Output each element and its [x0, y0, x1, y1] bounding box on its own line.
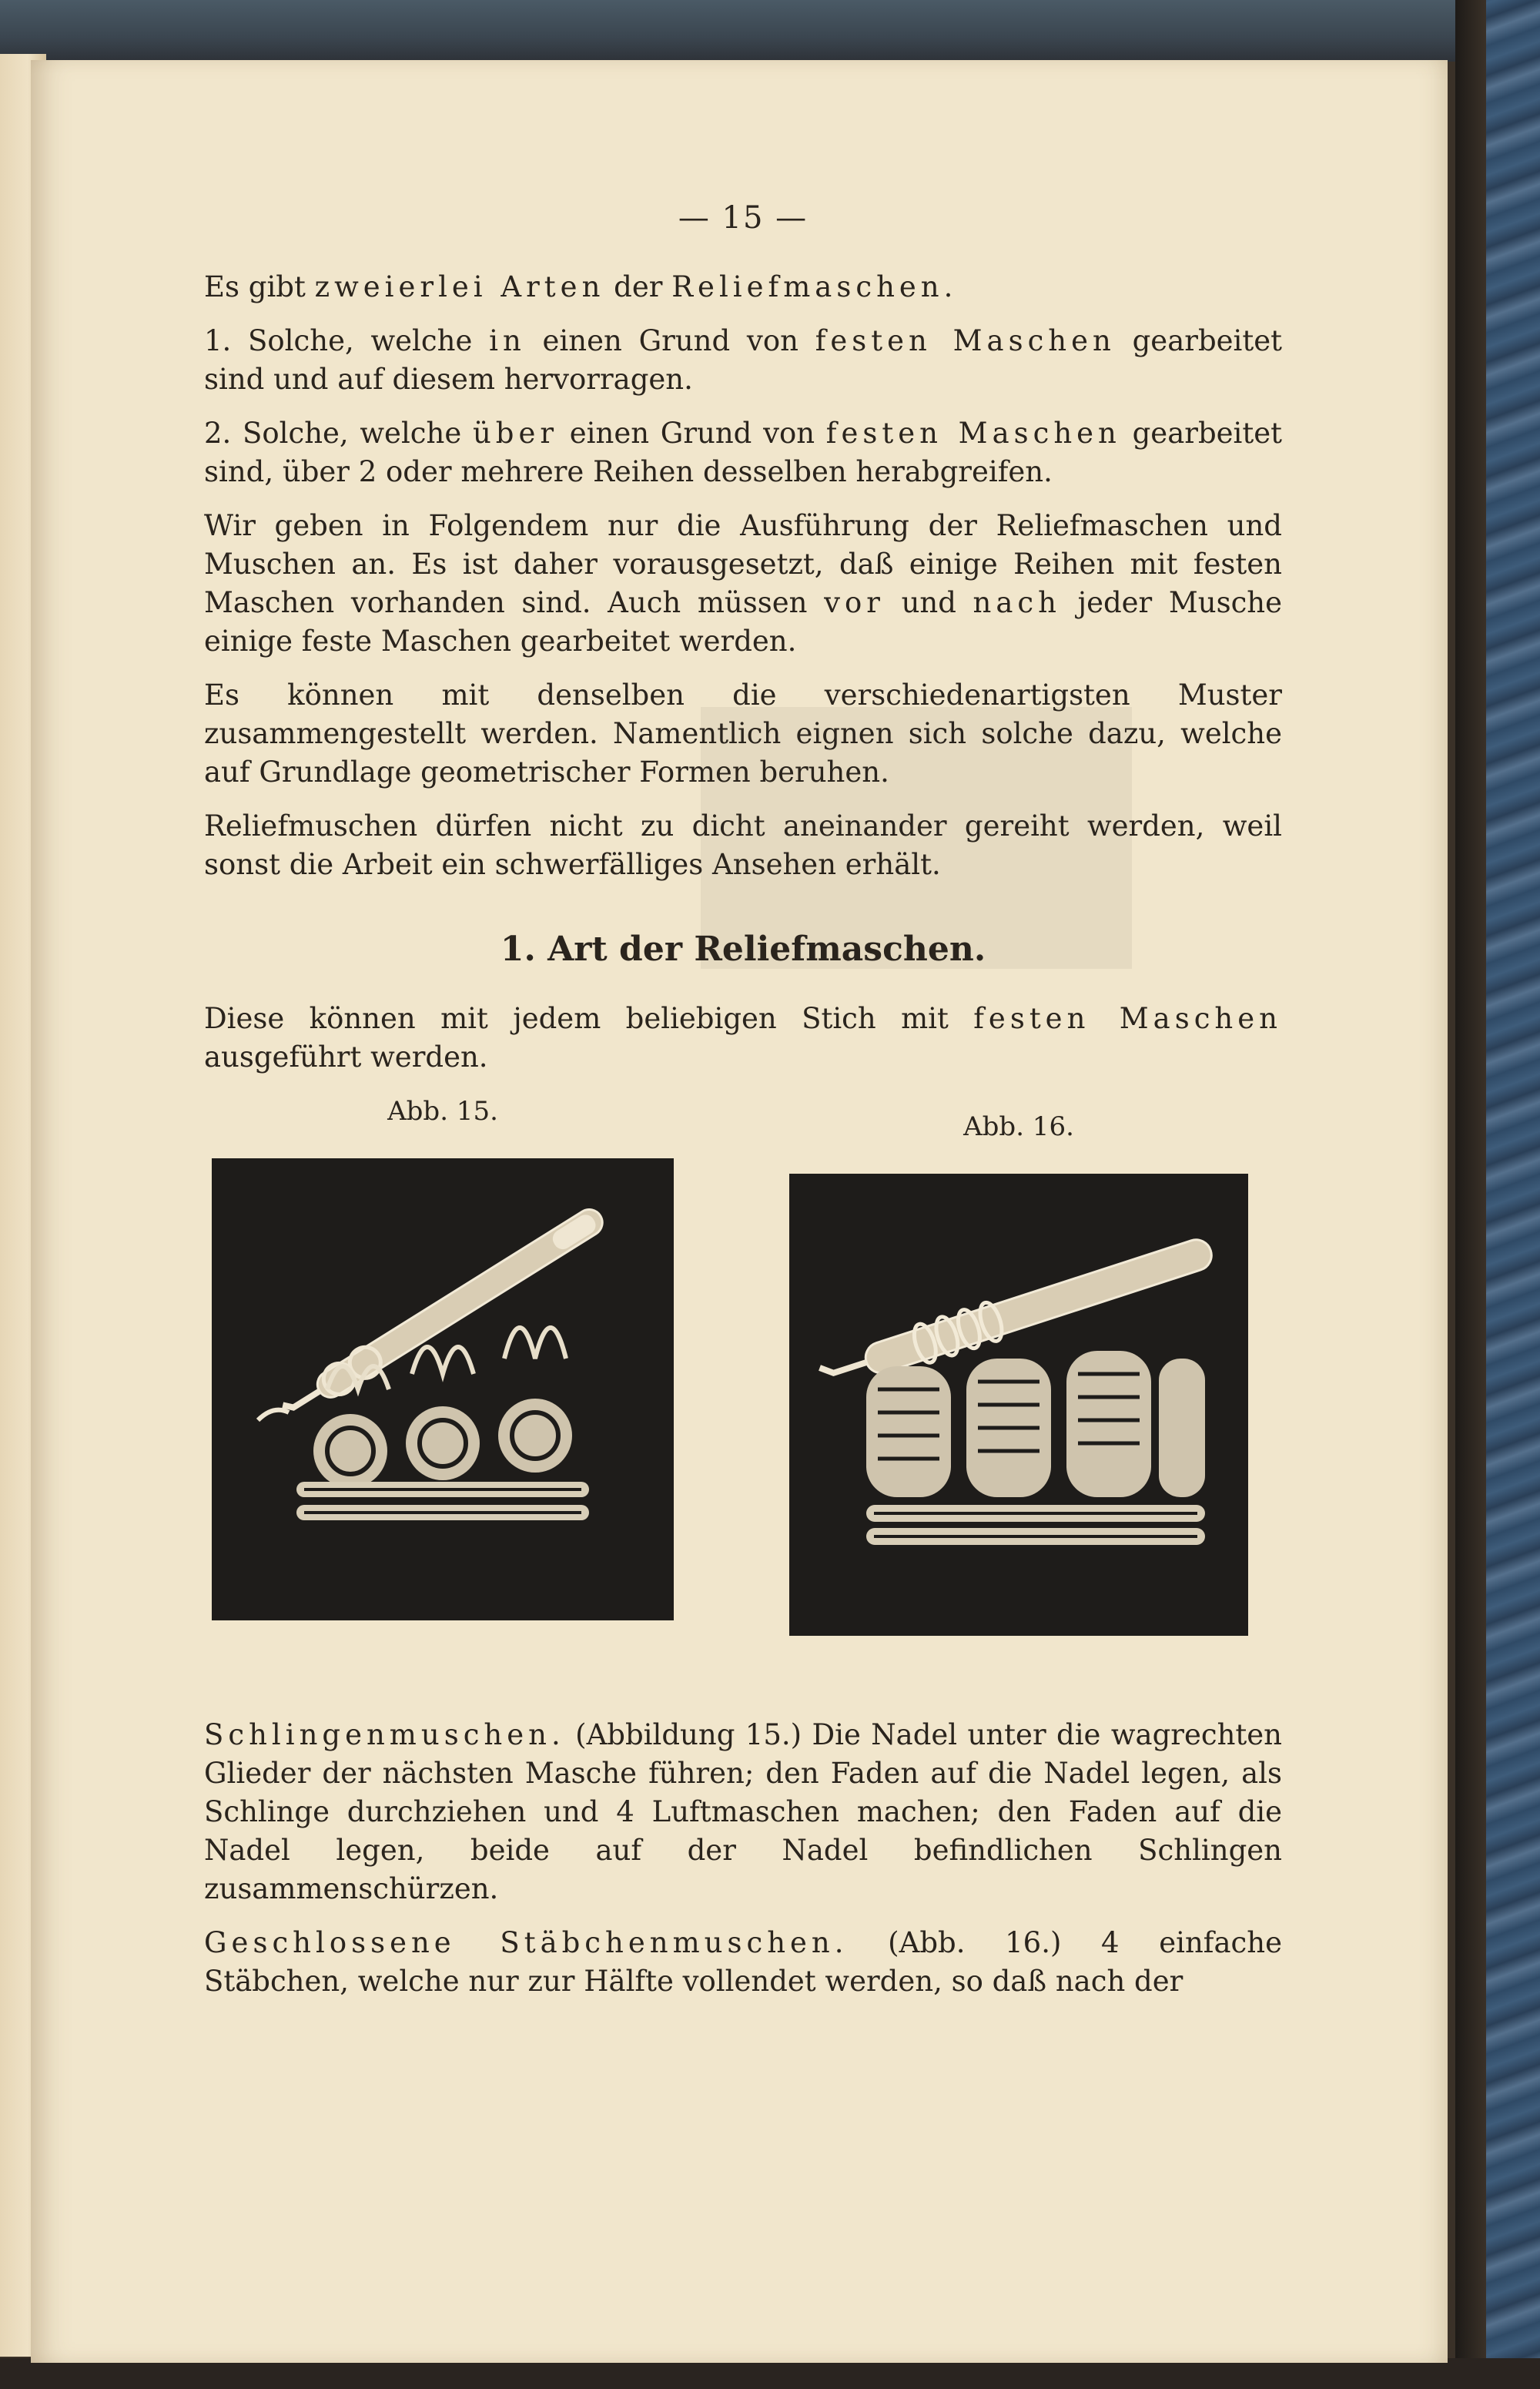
emphasized-text: festen Maschen: [973, 1002, 1282, 1035]
text-segment: und: [884, 586, 973, 619]
text-segment: Reliefmuschen dürfen nicht zu dicht aneinander gereiht werden, weil sonst die Arbeit ein schwerfälliges Ansehen erhält.: [204, 809, 1282, 881]
book-cover-right-edge: [1455, 0, 1540, 2389]
figure-16: [789, 1107, 1248, 1636]
body-paragraph: [204, 507, 1282, 661]
page-number: — 15 —: [678, 200, 808, 236]
emphasized-text: festen Maschen: [815, 324, 1116, 357]
body-paragraph: [204, 322, 1282, 399]
text-segment: einen Grund von: [558, 417, 826, 450]
section-heading: 1. Art der Reliefmaschen.: [500, 930, 986, 969]
body-paragraph: [204, 676, 1282, 792]
text-segment: Es können mit denselben die verschiedenartigsten Muster zusammengestellt werden. Namentlich eignen sich solche dazu, welche auf Grundlage geometrischer Formen beruhen.: [204, 679, 1282, 789]
text-segment: Diese können mit jedem beliebigen Stich mit: [204, 1002, 974, 1035]
book-cover-bottom-edge: [0, 2358, 1540, 2389]
figure-caption: Abb. 15.: [387, 1096, 498, 1127]
body-paragraph: [204, 414, 1282, 491]
text-segment: (Abbildung 15.) Die Nadel unter die wagrechten Glieder der nächsten Masche führen; den Faden auf die Nadel legen, als Schlinge durchziehen und 4 Luftmaschen machen; den Faden auf die Nadel legen, beide auf der Nadel befindlichen Schlingen zusammenschürzen.: [204, 1718, 1282, 1905]
text-segment: gearbeitet sind und auf diesem hervorragen.: [204, 324, 1282, 396]
figure-15: [212, 1092, 674, 1620]
body-paragraph: [204, 807, 1282, 884]
emphasized-text: in: [489, 324, 526, 357]
description-paragraph: [204, 1716, 1282, 1908]
text-segment: 2. Solche, welche: [204, 417, 473, 450]
text-segment: gearbeitet sind, über 2 oder mehrere Reihen desselben herabgreifen.: [204, 417, 1282, 488]
body-paragraph: [204, 268, 1282, 307]
book-cover-top-edge: [0, 0, 1540, 62]
crochet-closed-treble-shell-illustration: [789, 1174, 1248, 1636]
emphasized-text: Reliefmaschen.: [671, 270, 958, 303]
emphasized-text: nach: [973, 586, 1061, 619]
text-segment: ausgeführt werden.: [204, 1040, 488, 1074]
book-page: [31, 60, 1448, 2363]
text-segment: (Abb. 16.) 4 einfache Stäbchen, welche nur zur Hälfte vollendet werden, so daß nach der: [204, 1926, 1282, 1998]
intro-paragraph: [204, 1000, 1282, 1077]
emphasized-text: über: [472, 417, 559, 450]
crochet-loop-shell-illustration: [212, 1158, 674, 1620]
figure-caption: Abb. 16.: [963, 1111, 1074, 1142]
body-paragraphs: [204, 268, 1282, 884]
emphasized-text: festen Maschen: [825, 417, 1121, 450]
text-segment: einen Grund von: [525, 324, 815, 357]
emphasized-text: vor: [824, 586, 885, 619]
description-paragraphs: [204, 1716, 1282, 2001]
text-segment: Es gibt: [204, 270, 315, 303]
text-segment: 1. Solche, welche: [204, 324, 490, 357]
text-segment: Wir geben in Folgendem nur die Ausführung der Reliefmaschen und Muschen an. Es ist daher vorausgesetzt, daß einige Reihen mit festen Maschen vorhanden sind. Auch müssen: [204, 509, 1282, 619]
text-segment: jeder Musche einige feste Maschen gearbeitet werden.: [204, 586, 1283, 658]
figure-row: [204, 1092, 1282, 1693]
description-paragraph: [204, 1924, 1282, 2001]
text-segment: der: [604, 270, 672, 303]
emphasized-text: Schlingenmuschen.: [204, 1718, 565, 1751]
emphasized-text: Geschlossene Stäbchenmuschen.: [204, 1926, 849, 1959]
emphasized-text: zweierlei Arten: [314, 270, 605, 303]
page-content: [204, 199, 1282, 2016]
